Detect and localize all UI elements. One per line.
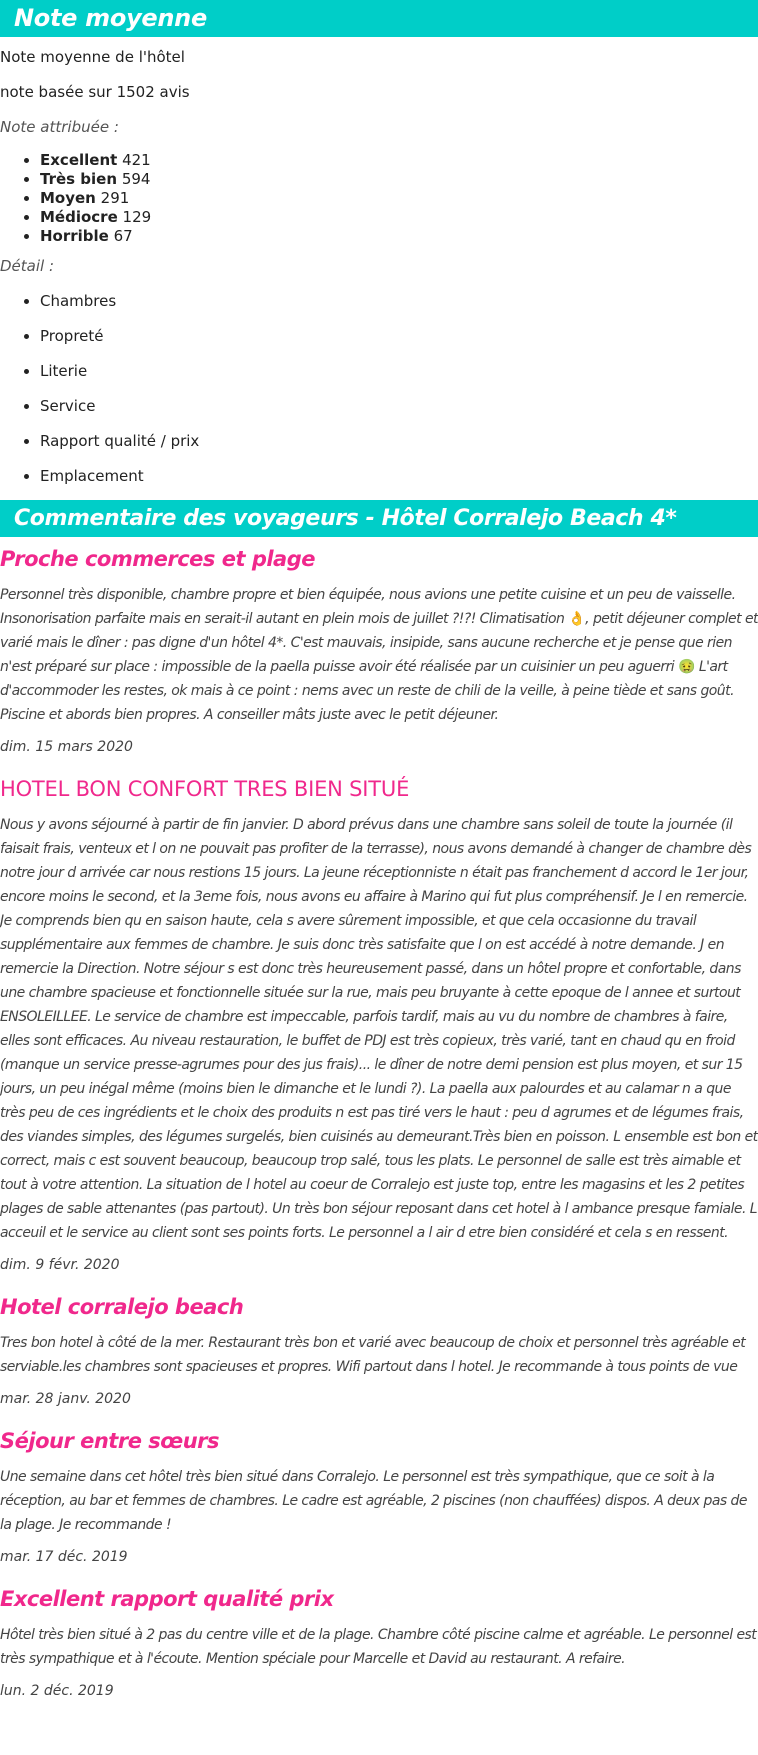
review-title: HOTEL BON CONFORT TRES BIEN SITUÉ: [0, 777, 410, 801]
rating-item: [40, 151, 758, 170]
rating-item: [40, 189, 758, 208]
review-title: Proche commerces et plage: [0, 547, 315, 571]
review-title: Excellent rapport qualité prix: [0, 1587, 334, 1611]
detail-item-emplacement: • Emplacement: [40, 459, 758, 494]
rating-label: Moyen: [40, 189, 96, 207]
detail-item-rapport-qualite-prix: • Rapport qualité / prix: [40, 424, 758, 459]
detail-item-literie: • Literie: [40, 354, 758, 389]
review-item: [0, 1577, 758, 1711]
details-list: [0, 284, 758, 494]
based-on-count: note basée sur 1502 avis: [0, 83, 190, 101]
rating-count: 129: [122, 208, 152, 226]
review-date: dim. 9 févr. 2020: [0, 1257, 120, 1273]
hotel-average-label: Note moyenne de l'hôtel: [0, 48, 185, 66]
review-item: [0, 1285, 758, 1419]
section-header-note-moyenne: Note moyenne: [0, 0, 758, 37]
summary-section: [0, 0, 758, 494]
rating-label: Horrible: [40, 227, 109, 245]
detail-label: Détail :: [0, 257, 55, 275]
detail-item-service: • Service: [40, 389, 758, 424]
review-item: [0, 537, 758, 767]
review-date: mar. 28 janv. 2020: [0, 1391, 131, 1407]
rating-item: [40, 170, 758, 189]
detail-item-chambres: • Chambres: [40, 284, 758, 319]
review-text: Tres bon hotel à côté de la mer. Restaurant très bon et varié avec beaucoup de choix et personnel très agréable et serviable.les chambres sont spacieuses et propres. Wifi partout dans l hotel. Je recommande à tous points de vue: [0, 1335, 746, 1375]
rating-label: Médiocre: [40, 208, 118, 226]
rating-label: Excellent: [40, 151, 118, 169]
review-date: lun. 2 déc. 2019: [0, 1683, 114, 1699]
review-text: Hôtel très bien situé à 2 pas du centre ville et de la plage. Chambre côté piscine calme et agréable. Le personnel est très sympathique et à l'écoute. Mention spéciale pour Marcelle et David au restaurant. A refaire.: [0, 1627, 757, 1667]
review-text: Nous y avons séjourné à partir de fin janvier. D abord prévus dans une chambre sans soleil de toute la journée (il faisait frais, venteux et l on ne pouvait pas profiter de la terrasse), nous avons demandé à changer de chambre dès notre jour d arrivée car nous restions 15 jours. La jeune réceptionniste n était pas franchement d accord le 1er jour, encore moins le second, et la 3eme fois, nous avons eu affaire à Marino qui fut plus compréhensif. Je l en remercie. Je comprends bien qu en saison haute, cela s avere sûrement impossible, et que cela occasionne du travail supplémentaire aux femmes de chambre. Je suis donc très satisfaite que l on est accédé à notre demande. J en remercie la Direction. Notre séjour s est donc très heureusement passé, dans un hôtel propre et confortable, dans une chambre spacieuse et fonctionnelle située sur la rue, mais peu bruyante à cette epoque de l annee et surtout ENSOLEILLEE. Le service de chambre est impeccable, parfois tardif, mais au vu du nombre de chambres à faire, elles sont efficaces. Au niveau restauration, le buffet de PDJ est très copieux, très varié, tant en chaud qu en froid (manque un service presse-agrumes pour des jus frais)... le dîner de notre demi pension est plus moyen, et sur 15 jours, un peu inégal même (moins bien le dimanche et le lundi ?). La paella aux palourdes et au calamar n a que très peu de ces ingrédients et le choix des produits n est pas tiré vers le haut : peu d agrumes et de légumes frais, des viandes simples, des légumes surgelés, bien cuisinés au demeurant.Très bien en poisson. L ensemble est bon et correct, mais c est souvent beaucoup, beaucoup trop salé, tous les plats. Le personnel de salle est très aimable et tout à votre attention. La situation de l hotel au coeur de Corralejo est juste top, entre les magasins et les 2 petites plages de sable attenantes (pas partout). Un très bon séjour reposant dans cet hotel à l ambance presque famiale. L acceuil et le service au client sont ses points forts. Le personnel a l air d etre bien considéré et cela s en ressent.: [0, 817, 758, 1241]
rating-count: 421: [122, 151, 151, 169]
reviews-section: [0, 500, 758, 1711]
review-item: [0, 1419, 758, 1577]
ratings-list: [0, 151, 758, 246]
rating-count: 67: [113, 227, 133, 245]
rating-count: 291: [100, 189, 130, 207]
section-header-reviews: Commentaire des voyageurs - Hôtel Corralejo Beach 4*: [0, 500, 758, 537]
review-date: dim. 15 mars 2020: [0, 739, 133, 755]
detail-item-proprete: • Propreté: [40, 319, 758, 354]
attributed-label: Note attribuée :: [0, 118, 119, 136]
rating-item: [40, 208, 758, 227]
nauseated-face-icon: 🤢: [678, 659, 695, 675]
ok-hand-icon: 👌: [568, 611, 586, 627]
review-item: [0, 767, 758, 1285]
review-text: Une semaine dans cet hôtel très bien situé dans Corralejo. Le personnel est très sympathique, que ce soit à la réception, au bar et femmes de chambres. Le cadre est agréable, 2 piscines (non chauffées) dispos. A deux pas de la plage. Je recommande !: [0, 1469, 747, 1533]
rating-count: 594: [121, 170, 151, 188]
review-date: mar. 17 déc. 2019: [0, 1549, 128, 1565]
rating-label: Très bien: [40, 170, 118, 188]
review-title: Hotel corralejo beach: [0, 1295, 244, 1319]
review-title: Séjour entre sœurs: [0, 1429, 220, 1453]
review-text: Personnel très disponible, chambre propre et bien équipée, nous avions une petite cuisine et un peu de vaisselle. Insonorisation parfaite mais en serait-il autant en plein mois de juillet ?!?! Climatisation 👌, petit déjeuner complet et varié mais le dîner : pas digne d'un hôtel 4*. C'est mauvais, insipide, sans aucune recherche et je pense que rien n'est préparé sur place : impossible de la paella puisse avoir été réalisée par un cuisinier un peu aguerri 🤢 L'art d'accommoder les restes, ok mais à ce point : nems avec un reste de chili de la veille, à peine tiède et sans goût. Piscine et abords bien propres. A conseiller mâts juste avec le petit déjeuner.: [0, 587, 758, 723]
rating-item: [40, 227, 758, 246]
